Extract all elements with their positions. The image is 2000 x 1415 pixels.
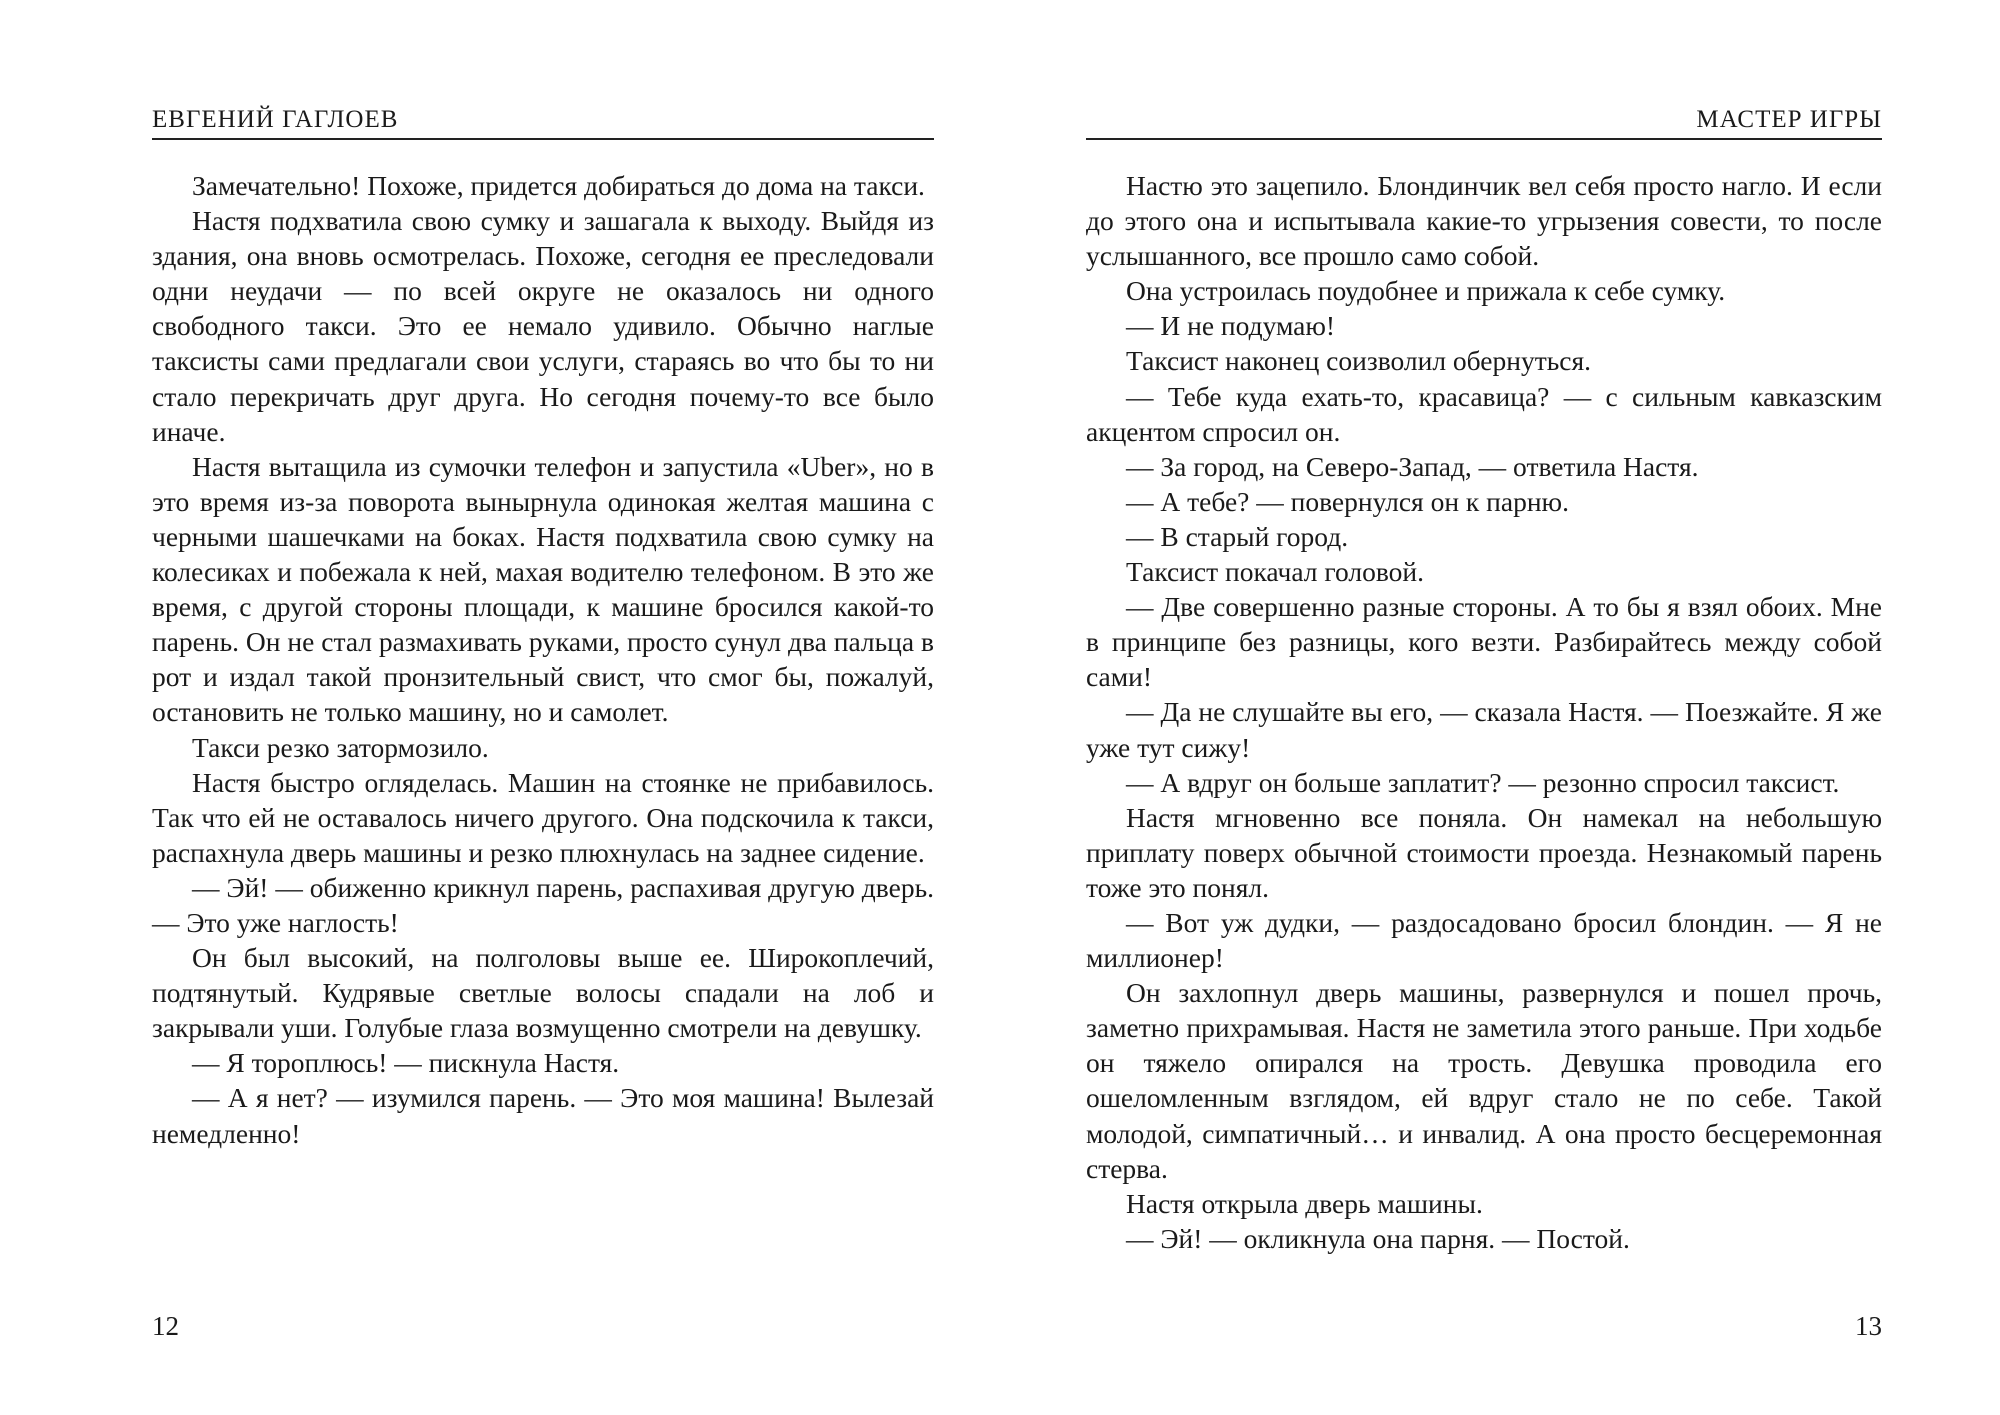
paragraph: — Две совершенно разные стороны. А то бы я взял обоих. Мне в принципе без разницы, кого везти. Разбирайтесь между собой сами! (1086, 591, 1882, 693)
running-header-title: МАСТЕР ИГРЫ (1696, 106, 1882, 133)
paragraph: — А я нет? — изумился парень. — Это моя машина! Вылезай немедленно! (152, 1082, 934, 1149)
paragraph: Настю это зацепило. Блондинчик вел себя просто нагло. И если до этого она и испытывала какие-то угрызения совести, то после услышанного, все прошло само собой. (1086, 170, 1882, 272)
paragraph: — И не подумаю! (1126, 310, 1336, 342)
header-rule (152, 138, 934, 140)
paragraph: Она устроилась поудобнее и прижала к себе сумку. (1126, 275, 1726, 307)
paragraph: Замечательно! Похоже, придется добираться до дома на такси. (192, 170, 925, 201)
paragraph: Настя вытащила из сумочки телефон и запустила «Uber», но в это время из-за поворота вынырнула одинокая желтая машина с черными шашечками на боках. Настя подхватила свою сумку на колесиках и побежала к ней, махая водителю телефоном. В это же время, с другой стороны площади, к машине бросился какой-то парень. Он не стал размахивать руками, просто сунул два пальца в рот и издал такой пронзительный свист, что смог бы, пожалуй, остановить не только машину, но и самолет. (152, 450, 934, 728)
right-page (1000, 0, 2000, 1415)
paragraph: Он был высокий, на полголовы выше ее. Широкоплечий, подтянутый. Кудрявые светлые волосы спадали на лоб и закрывали уши. Голубые глаза возмущенно смотрели на девушку. (152, 942, 934, 1044)
paragraph: Настя подхватила свою сумку и зашагала к выходу. Выйдя из здания, она вновь осмотрелась. Похоже, сегодня ее преследовали одни неудачи — по всей округе не оказалось ни одного свободного такси. Это ее немало удивило. Обычно наглые таксисты сами предлагали свои услуги, стараясь во что бы то ни стало перекричать друг друга. Но сегодня почему-то все было иначе. (152, 205, 934, 447)
paragraph: Таксист покачал головой. (1126, 556, 1425, 588)
running-header-author: ЕВГЕНИЙ ГАГЛОЕВ (152, 106, 399, 133)
paragraph: — Тебе куда ехать-то, красавица? — с сильным кавказским акцентом спросил он. (1086, 380, 1882, 447)
paragraph: Настя мгновенно все поняла. Он намекал на небольшую приплату поверх обычной стоимости проезда. Незнакомый парень тоже это понял. (1086, 801, 1882, 903)
paragraph: — А тебе? — повернулся он к парню. (1126, 485, 1569, 517)
paragraph: — В старый город. (1126, 520, 1349, 552)
paragraph: — А вдруг он больше заплатит? — резонно спросил таксист. (1126, 766, 1840, 798)
paragraph: Таксист наконец соизволил обернуться. (1126, 345, 1592, 377)
page-number: 12 (152, 1311, 179, 1341)
page-number: 13 (1855, 1311, 1882, 1341)
paragraph: — Вот уж дудки, — раздосадовано бросил блондин. — Я не миллионер! (1086, 906, 1882, 974)
paragraph: — Эй! — окликнула она парня. — Постой. (1126, 1222, 1630, 1254)
body-text (1086, 168, 1882, 1256)
paragraph: Настя открыла дверь машины. (1126, 1187, 1483, 1219)
paragraph: Он захлопнул дверь машины, развернулся и пошел прочь, заметно прихрамывая. Настя не заметила этого раньше. При ходьбе он тяжело опирался на трость. Девушка проводила его ошеломленным взглядом, ей вдруг стало не по себе. Такой молодой, симпатичный… и инвалид. А она просто бесцеремонная стерва. (1086, 977, 1882, 1184)
paragraph: Такси резко затормозило. (192, 731, 489, 763)
body-text (152, 168, 934, 1151)
paragraph: — Я тороплюсь! — пискнула Настя. (192, 1047, 620, 1079)
paragraph: — За город, на Северо-Запад, — ответила Настя. (1126, 450, 1699, 482)
paragraph: — Да не слушайте вы его, — сказала Настя. — Поезжайте. Я же уже тут сижу! (1086, 696, 1882, 763)
header-rule (1086, 138, 1882, 140)
paragraph: — Эй! — обиженно крикнул парень, распахивая другую дверь. — Это уже наглость! (152, 871, 934, 938)
paragraph: Настя быстро огляделась. Машин на стоянке не прибавилось. Так что ей не оставалось ничего другого. Она подскочила к такси, распахнула дверь машины и резко плюхнулась на заднее сидение. (152, 766, 934, 868)
